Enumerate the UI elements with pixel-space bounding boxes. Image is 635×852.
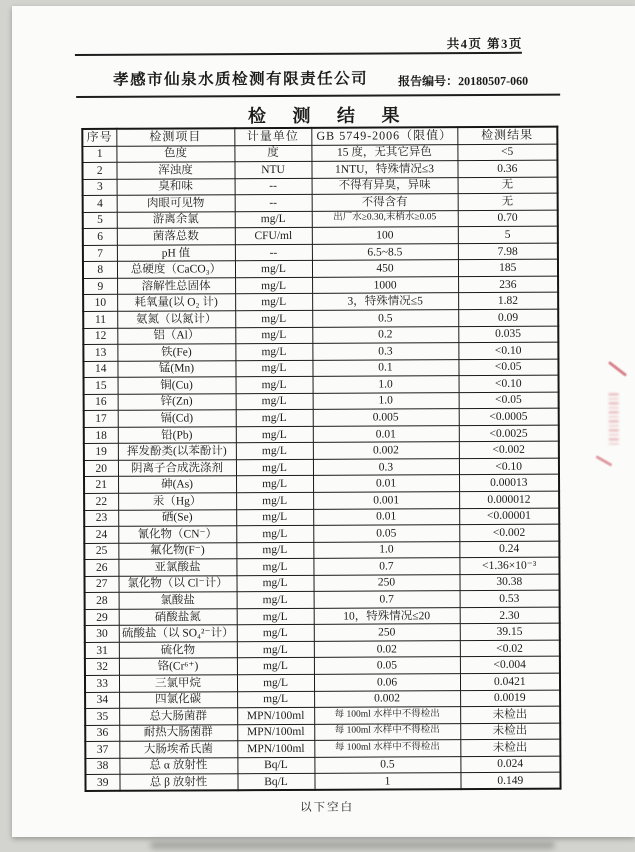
cell-result: 未检出 xyxy=(460,723,560,740)
cell-result: <0.00001 xyxy=(459,508,559,525)
column-header: 计量单位 xyxy=(234,128,311,145)
cell-result: 0.53 xyxy=(460,590,560,607)
cell-result: <0.05 xyxy=(458,359,558,376)
cell-limit: 0.7 xyxy=(313,558,459,575)
column-header: GB 5749-2006（限值） xyxy=(311,127,457,145)
cell-result: 未检出 xyxy=(460,706,560,723)
cell-item: 总 α 放射性 xyxy=(119,757,237,774)
cell-limit: 3，特殊情况≤5 xyxy=(312,293,458,310)
cell-result: <0.05 xyxy=(459,392,559,409)
scanned-report-page xyxy=(12,6,635,837)
report-number-label: 报告编号： xyxy=(398,74,459,89)
cell-unit: mg/L xyxy=(236,426,313,443)
results-table-body xyxy=(82,144,560,792)
results-table xyxy=(81,126,561,793)
cell-limit: 1.0 xyxy=(313,376,459,393)
cell-item: 总大肠菌群 xyxy=(119,708,237,725)
cell-unit: -- xyxy=(235,244,312,261)
cell-limit: 250 xyxy=(313,574,459,591)
cell-unit: mg/L xyxy=(236,492,313,509)
scan-edge-shadow xyxy=(150,841,555,849)
cell-unit: mg/L xyxy=(236,525,313,542)
cell-limit: 0.5 xyxy=(312,310,458,327)
cell-item: pH 值 xyxy=(117,244,235,261)
cell-unit: mg/L xyxy=(236,410,313,427)
cell-no: 36 xyxy=(85,725,119,742)
cell-limit: 0.01 xyxy=(313,475,459,492)
cell-limit: 0.3 xyxy=(313,459,459,476)
cell-no: 16 xyxy=(84,394,118,411)
cell-limit: 100 xyxy=(312,227,458,244)
cell-unit: mg/L xyxy=(235,294,312,311)
cell-limit: 每 100ml 水样中不得检出 xyxy=(314,740,460,757)
cell-result: <0.002 xyxy=(459,524,559,541)
cell-limit: 0.05 xyxy=(314,657,460,674)
cell-no: 3 xyxy=(83,179,117,196)
end-note: 以下空白 xyxy=(300,801,355,814)
cell-item: 氰化物（CN⁻） xyxy=(118,526,236,543)
cell-no: 25 xyxy=(84,543,118,560)
cell-no: 26 xyxy=(84,559,118,576)
cell-unit: mg/L xyxy=(237,674,314,691)
table-row xyxy=(85,772,560,791)
cell-item: 色度 xyxy=(116,145,234,162)
cell-unit: mg/L xyxy=(237,592,314,609)
cell-unit: MPN/100ml xyxy=(237,707,314,724)
cell-result: <0.10 xyxy=(458,342,558,359)
cell-limit: 6.5~8.5 xyxy=(312,243,458,260)
cell-unit: -- xyxy=(235,194,312,211)
page-content xyxy=(12,3,635,837)
cell-result: 39.15 xyxy=(460,623,560,640)
cell-no: 13 xyxy=(83,344,117,361)
cell-limit: 0.05 xyxy=(313,525,459,542)
cell-item: 浑浊度 xyxy=(116,162,234,179)
red-seal-mark xyxy=(586,359,635,489)
cell-unit: mg/L xyxy=(235,277,312,294)
cell-item: 臭和味 xyxy=(117,178,235,195)
cell-no: 6 xyxy=(83,229,117,246)
cell-limit: 250 xyxy=(314,624,460,641)
page-indicator: 共4页 第3页 xyxy=(446,36,523,52)
cell-item: 溶解性总固体 xyxy=(117,278,235,295)
cell-no: 2 xyxy=(82,162,116,179)
cell-unit: Bq/L xyxy=(237,774,314,791)
cell-result: <0.02 xyxy=(460,640,560,657)
cell-no: 12 xyxy=(83,328,117,345)
cell-no: 29 xyxy=(85,609,119,626)
cell-no: 21 xyxy=(84,477,118,494)
cell-result: <0.004 xyxy=(460,657,560,674)
cell-unit: mg/L xyxy=(236,542,313,559)
cell-item: 氯化物（以 Cl⁻计） xyxy=(118,575,236,592)
cell-no: 23 xyxy=(84,510,118,527)
cell-unit: mg/L xyxy=(236,476,313,493)
cell-item: 游离余氯 xyxy=(117,211,235,228)
seal-stroke-icon xyxy=(608,361,627,377)
cell-limit: 0.005 xyxy=(313,409,459,426)
cell-limit: 1000 xyxy=(312,276,458,293)
page-title: 检 测 结 果 xyxy=(247,105,411,127)
cell-result: <0.10 xyxy=(459,458,559,475)
cell-no: 14 xyxy=(83,361,117,378)
cell-unit: mg/L xyxy=(237,641,314,658)
cell-limit: 10，特殊情况≤20 xyxy=(314,607,460,624)
cell-limit: 0.7 xyxy=(314,591,460,608)
cell-limit: 每 100ml 水样中不得检出 xyxy=(314,723,460,740)
cell-item: 镉(Cd) xyxy=(118,410,236,427)
cell-item: 铜(Cu) xyxy=(118,377,236,394)
cell-unit: mg/L xyxy=(236,459,313,476)
cell-limit: 不得含有 xyxy=(312,194,458,211)
cell-unit: mg/L xyxy=(236,443,313,460)
cell-limit: 0.1 xyxy=(312,359,458,376)
cell-no: 38 xyxy=(85,758,119,775)
cell-result: 0.035 xyxy=(458,326,558,343)
cell-limit: 0.01 xyxy=(313,508,459,525)
cell-result: 185 xyxy=(458,259,558,276)
cell-no: 32 xyxy=(85,659,119,676)
cell-no: 39 xyxy=(85,775,119,792)
cell-unit: CFU/ml xyxy=(235,228,312,245)
cell-limit: 出厂水≥0.30,末梢水≥0.05 xyxy=(312,210,458,227)
header-rule-bottom xyxy=(76,94,560,98)
cell-item: 耗氧量(以 O₂ 计) xyxy=(117,294,235,311)
cell-unit: mg/L xyxy=(236,509,313,526)
cell-item: 三氯甲烷 xyxy=(119,675,237,692)
cell-no: 19 xyxy=(84,444,118,461)
cell-no: 7 xyxy=(83,245,117,262)
cell-unit: NTU xyxy=(234,161,311,178)
cell-unit: MPN/100ml xyxy=(237,724,314,741)
cell-no: 17 xyxy=(84,411,118,428)
cell-unit: mg/L xyxy=(236,558,313,575)
cell-unit: -- xyxy=(235,178,312,195)
cell-result: <0.002 xyxy=(459,441,559,458)
cell-item: 四氯化碳 xyxy=(119,691,237,708)
cell-result: <0.0005 xyxy=(459,408,559,425)
cell-unit: MPN/100ml xyxy=(237,741,314,758)
cell-item: 硝酸盐氮 xyxy=(119,609,237,626)
column-header: 检测结果 xyxy=(457,127,557,144)
cell-item: 耐热大肠菌群 xyxy=(119,724,237,741)
cell-limit: 450 xyxy=(312,260,458,277)
cell-limit: 每 100ml 水样中不得检出 xyxy=(314,707,460,724)
cell-unit: Bq/L xyxy=(237,757,314,774)
cell-no: 28 xyxy=(85,593,119,610)
cell-no: 30 xyxy=(85,626,119,643)
cell-no: 27 xyxy=(84,576,118,593)
cell-no: 34 xyxy=(85,692,119,709)
cell-item: 锌(Zn) xyxy=(118,393,236,410)
cell-unit: mg/L xyxy=(235,261,312,278)
cell-no: 35 xyxy=(85,708,119,725)
cell-limit: 0.02 xyxy=(314,641,460,658)
cell-result: 7.98 xyxy=(458,243,558,260)
cell-item: 大肠埃希氏菌 xyxy=(119,741,237,758)
cell-no: 4 xyxy=(83,195,117,212)
cell-result: 0.00013 xyxy=(459,475,559,492)
cell-result: 0.09 xyxy=(458,309,558,326)
cell-no: 9 xyxy=(83,278,117,295)
cell-item: 挥发酚类(以苯酚计) xyxy=(118,443,236,460)
cell-limit: 1NTU，特殊情况≤3 xyxy=(311,161,457,178)
cell-item: 铝（Al） xyxy=(117,327,235,344)
cell-no: 31 xyxy=(85,642,119,659)
cell-limit: 1.0 xyxy=(313,541,459,558)
cell-item: 锰(Mn) xyxy=(117,360,235,377)
cell-unit: mg/L xyxy=(236,575,313,592)
cell-no: 33 xyxy=(85,675,119,692)
cell-limit: 15 度，无其它异色 xyxy=(311,144,457,161)
company-name: 孝感市仙泉水质检测有限责任公司 xyxy=(113,70,369,89)
cell-limit: 1.0 xyxy=(313,392,459,409)
cell-no: 10 xyxy=(83,295,117,312)
cell-no: 37 xyxy=(85,741,119,758)
cell-result: <0.10 xyxy=(459,375,559,392)
cell-limit: 0.3 xyxy=(312,343,458,360)
cell-item: 硫酸盐（以 SO₄²⁻计） xyxy=(119,625,237,642)
cell-item: 总 β 放射性 xyxy=(119,774,237,791)
cell-unit: mg/L xyxy=(237,658,314,675)
cell-result: 未检出 xyxy=(460,739,560,756)
cell-no: 11 xyxy=(83,311,117,328)
cell-no: 15 xyxy=(84,377,118,394)
cell-limit: 0.2 xyxy=(312,326,458,343)
cell-limit: 0.5 xyxy=(314,756,460,773)
cell-result: 0.24 xyxy=(459,541,559,558)
cell-unit: mg/L xyxy=(237,691,314,708)
seal-text-fragment xyxy=(609,393,619,445)
cell-limit: 0.002 xyxy=(314,690,460,707)
cell-result: 1.82 xyxy=(458,293,558,310)
cell-no: 18 xyxy=(84,427,118,444)
cell-no: 1 xyxy=(82,146,116,163)
cell-unit: mg/L xyxy=(237,625,314,642)
cell-no: 8 xyxy=(83,262,117,279)
cell-unit: mg/L xyxy=(235,360,312,377)
cell-unit: mg/L xyxy=(236,393,313,410)
cell-no: 5 xyxy=(83,212,117,229)
cell-unit: mg/L xyxy=(235,310,312,327)
cell-item: 氨氮（以氮计） xyxy=(117,311,235,328)
cell-no: 22 xyxy=(84,493,118,510)
cell-result: 0.000012 xyxy=(459,491,559,508)
cell-result: <1.36×10⁻³ xyxy=(459,557,559,574)
cell-no: 24 xyxy=(84,526,118,543)
cell-item: 铁(Fe) xyxy=(117,344,235,361)
cell-item: 硒(Se) xyxy=(118,509,236,526)
cell-limit: 0.002 xyxy=(313,442,459,459)
column-header: 检测项目 xyxy=(116,128,234,146)
cell-item: 肉眼可见物 xyxy=(117,195,235,212)
cell-result: 0.0019 xyxy=(460,690,560,707)
cell-result: 0.149 xyxy=(460,772,560,789)
cell-limit: 0.001 xyxy=(313,492,459,509)
column-header: 序号 xyxy=(82,129,116,146)
cell-limit: 0.06 xyxy=(314,674,460,691)
cell-item: 阴离子合成洗涤剂 xyxy=(118,460,236,477)
cell-unit: mg/L xyxy=(235,211,312,228)
cell-unit: mg/L xyxy=(236,376,313,393)
cell-no: 20 xyxy=(84,460,118,477)
cell-result: <5 xyxy=(457,144,557,161)
cell-item: 总硬度（CaCO₃） xyxy=(117,261,235,278)
cell-limit: 不得有异臭，异味 xyxy=(312,177,458,194)
cell-result: 30.38 xyxy=(459,574,559,591)
cell-unit: mg/L xyxy=(235,343,312,360)
cell-result: 236 xyxy=(458,276,558,293)
report-number xyxy=(398,72,528,90)
cell-unit: mg/L xyxy=(237,608,314,625)
cell-limit: 1 xyxy=(314,773,460,790)
cell-result: 0.36 xyxy=(457,160,557,177)
cell-item: 铅(Pb) xyxy=(118,427,236,444)
cell-item: 亚氯酸盐 xyxy=(118,559,236,576)
cell-item: 氟化物(F⁻) xyxy=(118,542,236,559)
cell-item: 铬(Cr⁶⁺) xyxy=(119,658,237,675)
cell-result: 无 xyxy=(458,177,558,194)
cell-result: 0.0421 xyxy=(460,673,560,690)
cell-unit: mg/L xyxy=(235,327,312,344)
cell-result: <0.0025 xyxy=(459,425,559,442)
seal-stroke-icon xyxy=(595,455,612,467)
cell-item: 汞（Hg） xyxy=(118,493,236,510)
cell-result: 0.024 xyxy=(460,756,560,773)
cell-item: 菌落总数 xyxy=(117,228,235,245)
cell-item: 砷(As) xyxy=(118,476,236,493)
header-rule-top xyxy=(75,52,522,56)
cell-unit: 度 xyxy=(234,145,311,162)
cell-result: 5 xyxy=(458,226,558,243)
cell-item: 氯酸盐 xyxy=(119,592,237,609)
cell-result: 无 xyxy=(458,193,558,210)
cell-result: 0.70 xyxy=(458,210,558,227)
cell-result: 2.30 xyxy=(460,607,560,624)
report-number-value: 20180507-060 xyxy=(458,73,529,89)
cell-limit: 0.01 xyxy=(313,425,459,442)
cell-item: 硫化物 xyxy=(119,642,237,659)
